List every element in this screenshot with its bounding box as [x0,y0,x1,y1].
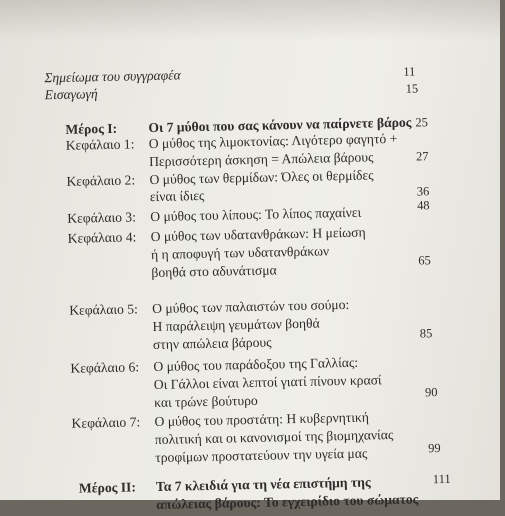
chapter-1-line-1: Ο μύθος της λιμοκτονίας: Λιγότερο φαγητό + [148,130,398,152]
chapter-5-label: Κεφάλαιο 5: [69,301,139,318]
part-1-page: 25 [415,115,429,130]
chapter-2-line-2: είναι ίδιες [149,187,205,205]
chapter-2-page: 36 [416,184,430,199]
chapter-3-label: Κεφάλαιο 3: [67,209,137,226]
chapter-7-label: Κεφάλαιο 7: [71,414,141,431]
chapter-7-line-2: πολιτική και οι κανονισμοί της βιομηχανίας [154,427,394,448]
chapter-2-label: Κεφάλαιο 2: [66,172,136,189]
chapter-5-line-3: στην απώλεια βάρους [152,334,272,353]
chapter-2-line-1: Ο μύθος των θερμίδων: Όλες οι θερμίδες [149,167,374,188]
chapter-7-line-1: Ο μύθος του προστάτη: Η κυβερνητική [154,409,370,430]
part-1-label: Μέρος Ι: [65,120,118,137]
chapter-6-line-2: Οι Γάλλοι είναι λεπτοί γιατί πίνουν κρασί [153,372,382,393]
chapter-6-line-1: Ο μύθος του παράδοξου της Γαλλίας: [153,354,359,375]
part-1-title: Οι 7 μύθοι που σας κάνουν να παίρνετε βάρος [148,114,412,136]
chapter-4-line-3: βοηθά στο αδυνάτισμα [151,262,277,281]
chapter-4-page: 65 [418,253,431,268]
part-2-label: Μέρος ΙΙ: [78,479,137,496]
part-2-line-2: απώλειας βάρους: Το εγχειρίδιο του σώματος [156,491,419,513]
chapter-1-label: Κεφάλαιο 1: [65,136,135,153]
toc-front-page-1: 11 [403,64,416,79]
chapter-4-line-1: Ο μύθος των υδατανθράκων: Η μείωση [150,224,366,245]
chapter-5-line-2: Η παράλειψη γευμάτων βοηθά [152,315,320,335]
chapter-3-page: 48 [416,198,430,213]
toc-front-page-2: 15 [405,81,419,96]
chapter-6-line-3: και τρώνε βούτυρο [154,392,258,411]
toc-front-title-1: Σημείωμα του συγγραφέα [44,67,181,86]
chapter-1-line-2: Περισσότερη άσκηση = Απώλεια βάρους [148,149,374,170]
toc-front-title-2: Εισαγωγή [44,86,98,103]
chapter-7-line-3: τροφίμων προστατεύουν την υγεία μας [155,445,368,466]
chapter-6-label: Κεφάλαιο 6: [70,359,140,376]
chapter-5-line-1: Ο μύθος των παλαιστών του σούμο: [152,296,350,317]
part-2-line-1: Τα 7 κλειδιά για τη νέα επιστήμη της [155,474,371,495]
chapter-6-page: 90 [424,385,438,400]
chapter-3-line-1: Ο μύθος του λίπους: Το λίπος παχαίνει [150,204,362,225]
chapter-7-page: 99 [428,441,441,456]
chapter-1-page: 27 [415,149,429,164]
chapter-4-label: Κεφάλαιο 4: [67,229,137,246]
chapter-4-line-2: ή η αποφυγή των υδατανθράκων [150,243,330,263]
part-2-page: 111 [432,471,451,487]
chapter-5-page: 85 [419,326,433,341]
